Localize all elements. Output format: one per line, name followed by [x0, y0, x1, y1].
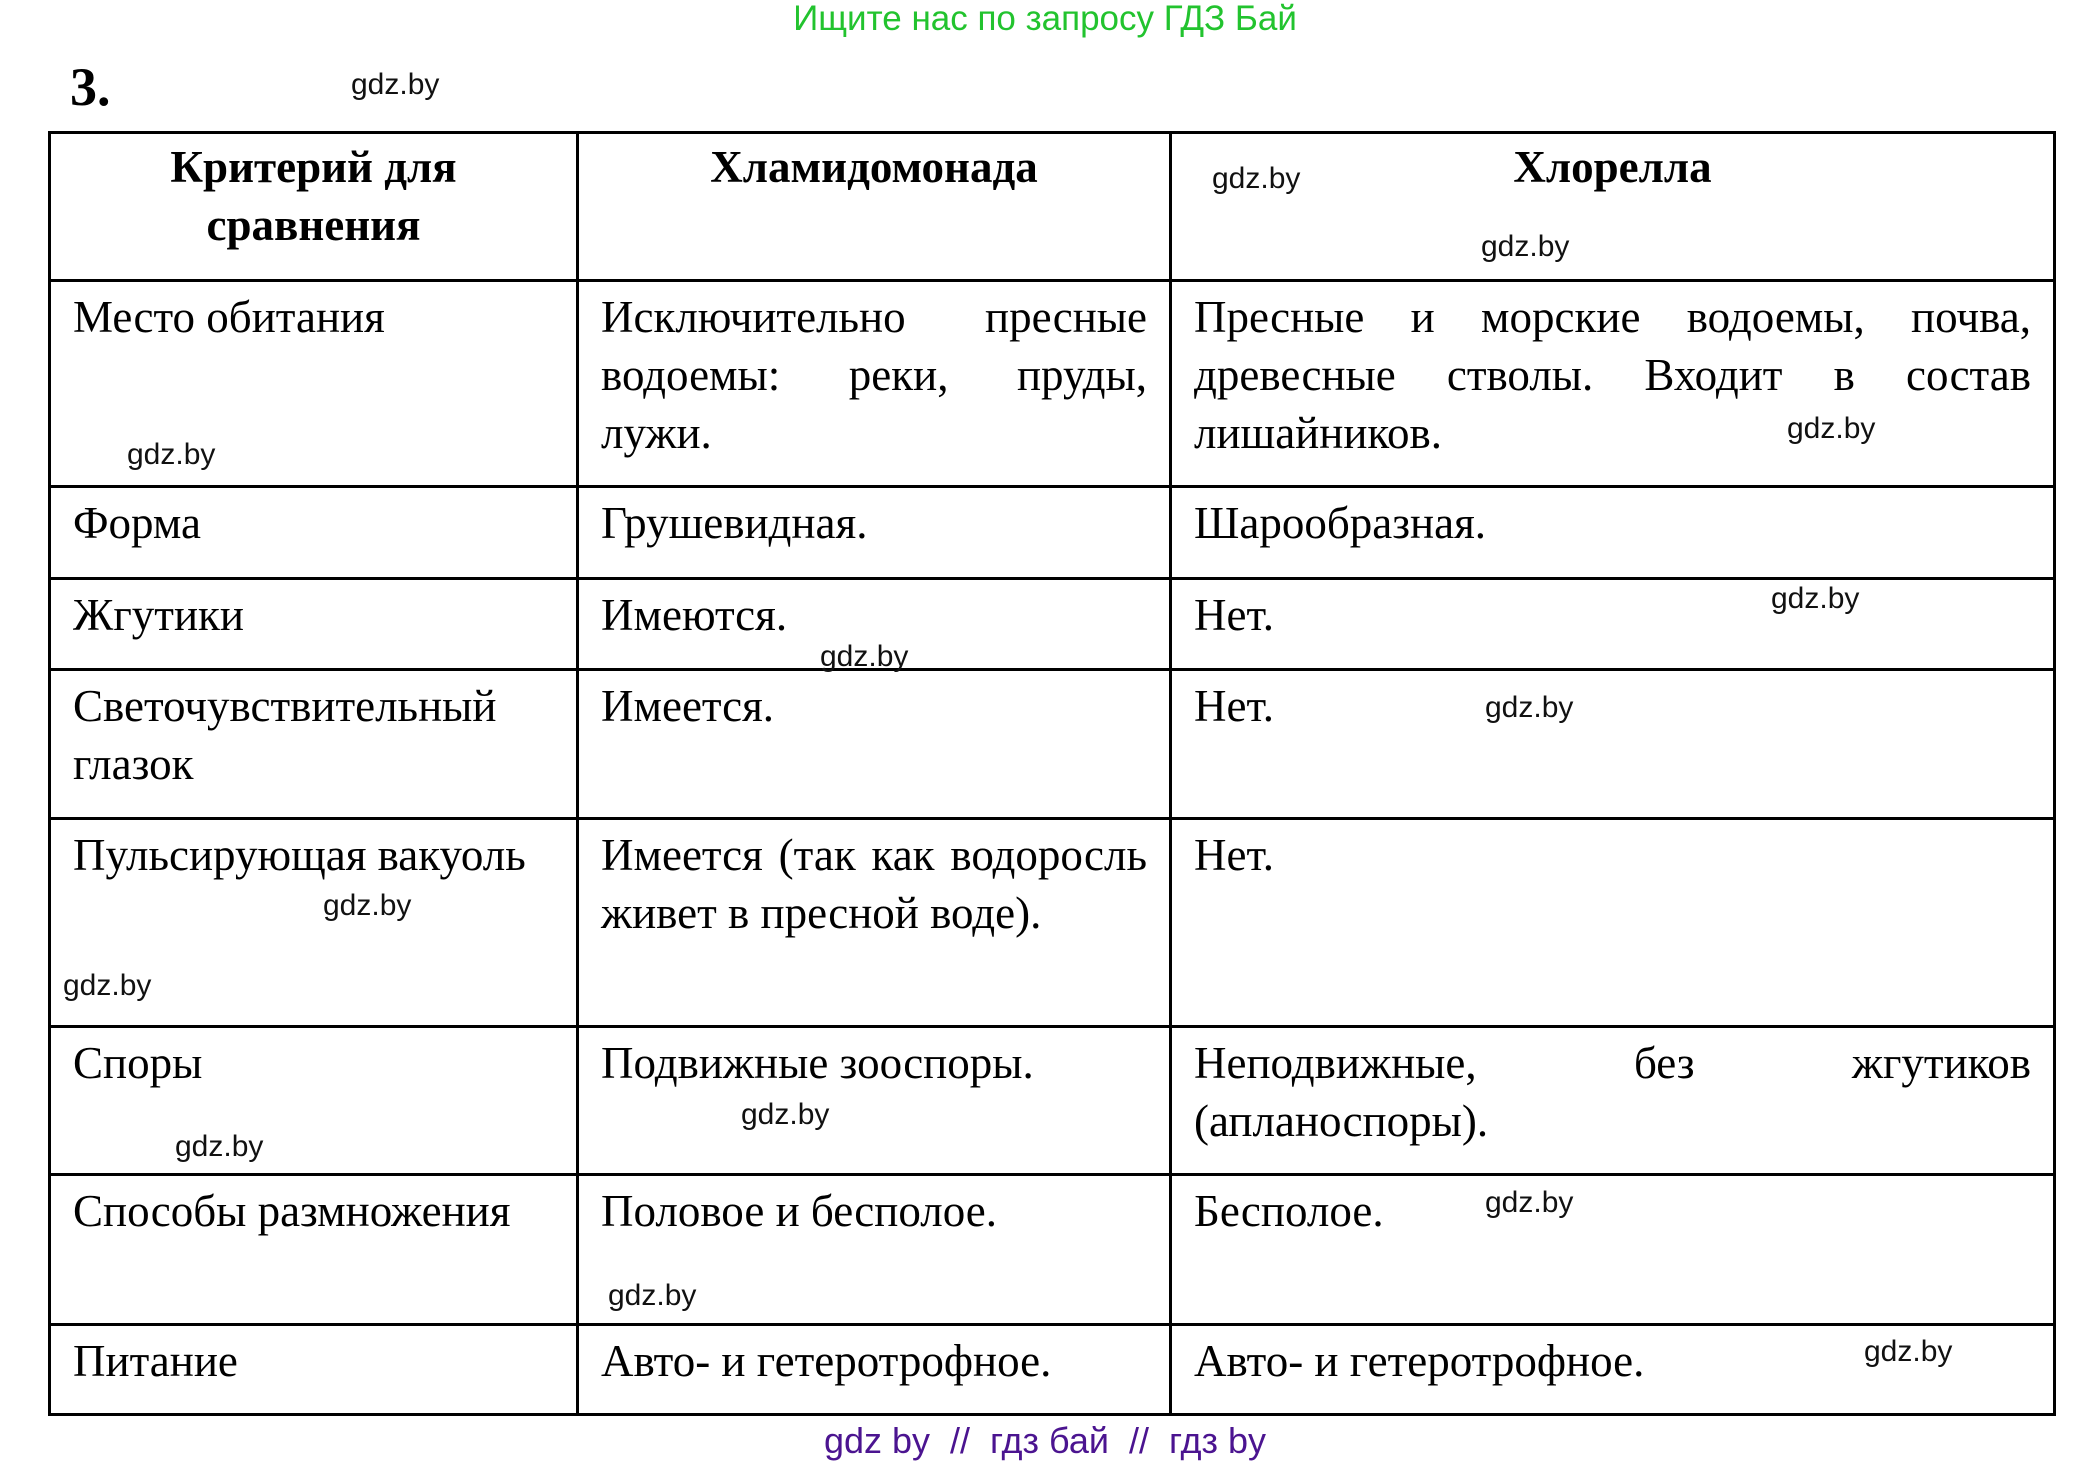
cell-chlorella: Пресные и морские водоемы, почва, древесные стволы. Входит в состав лишайников. [1171, 281, 2055, 487]
cell-chlamydomonas: Имеется. [578, 670, 1171, 819]
watermark: gdz.by [1481, 230, 1570, 263]
cell-criterion: Питание [50, 1325, 578, 1415]
cell-criterion: Пульсирующая вакуоль [50, 819, 578, 1027]
cell-chlamydomonas: Имеется (так как водоросль живет в пресной воде). [578, 819, 1171, 1027]
cell-criterion: Форма [50, 487, 578, 579]
table-row [50, 281, 2055, 487]
cell-chlorella: Нет. [1171, 579, 2055, 670]
header-chlorella: Хлорелла [1171, 133, 2055, 281]
cell-chlamydomonas: Имеются. [578, 579, 1171, 670]
footer-links: gdz by // гдз бай // гдз by [823, 1420, 1267, 1461]
search-banner: Ищите нас по запросу ГДЗ Бай [793, 0, 1297, 38]
cell-chlorella: Неподвижные, без жгутиков (апланоспоры). [1171, 1027, 2055, 1175]
cell-chlamydomonas: Грушевидная. [578, 487, 1171, 579]
cell-criterion: Место обитания [50, 281, 578, 487]
table-row [50, 1175, 2055, 1325]
watermark: gdz.by [175, 1130, 264, 1163]
cell-chlorella: Нет. [1171, 819, 2055, 1027]
watermark: gdz.by [741, 1098, 830, 1131]
watermark: gdz.by [1864, 1335, 1953, 1368]
table-row [50, 487, 2055, 579]
watermark: gdz.by [63, 969, 152, 1002]
cell-chlorella: Нет. [1171, 670, 2055, 819]
cell-chlamydomonas: Половое и бесполое. [578, 1175, 1171, 1325]
cell-chlorella: Авто- и гетеротрофное. [1171, 1325, 2055, 1415]
watermark: gdz.by [1771, 582, 1860, 615]
watermark: gdz.by [1787, 412, 1876, 445]
cell-chlorella: Шарообразная. [1171, 487, 2055, 579]
comparison-table [48, 131, 2056, 1416]
cell-criterion: Жгутики [50, 579, 578, 670]
task-number: 3. [70, 57, 111, 117]
table-row [50, 1325, 2055, 1415]
watermark: gdz.by [1485, 1186, 1574, 1219]
table-row [50, 1027, 2055, 1175]
header-chlamydomonas: Хламидомонада [578, 133, 1171, 281]
watermark: gdz.by [608, 1279, 697, 1312]
cell-criterion: Светочувствительный глазок [50, 670, 578, 819]
header-criterion: Критерий для сравнения [50, 133, 578, 281]
table-row [50, 579, 2055, 670]
cell-chlamydomonas: Подвижные зооспоры. [578, 1027, 1171, 1175]
cell-chlorella: Бесполое. [1171, 1175, 2055, 1325]
watermark: gdz.by [1485, 691, 1574, 724]
watermark: gdz.by [820, 640, 909, 673]
cell-criterion: Споры [50, 1027, 578, 1175]
cell-chlamydomonas: Авто- и гетеротрофное. [578, 1325, 1171, 1415]
table-header-row [50, 133, 2055, 281]
watermark: gdz.by [127, 438, 216, 471]
cell-criterion: Способы размножения [50, 1175, 578, 1325]
cell-chlamydomonas: Исключительно пресные водоемы: реки, пруды, лужи. [578, 281, 1171, 487]
watermark: gdz.by [323, 889, 412, 922]
table-row [50, 670, 2055, 819]
watermark: gdz.by [351, 68, 440, 101]
watermark: gdz.by [1212, 162, 1301, 195]
